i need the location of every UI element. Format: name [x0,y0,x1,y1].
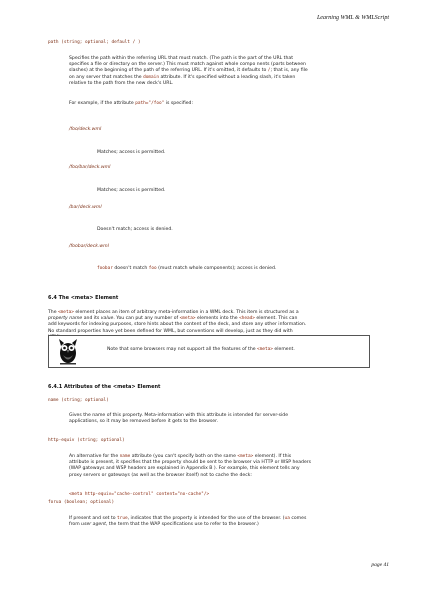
example-result-1: Matches; access is permitted. [97,150,166,155]
path-example-intro: For example, if the attribute path="/foo" is specified: [69,101,194,106]
example-path-3: /bar/deck.wml [69,205,102,210]
name-attribute-term: name (string; optional) [48,398,109,403]
example-path-4: /foobar/deck.wml [69,244,109,249]
path-attribute-term: path (string; optional; default / ) [48,40,141,45]
name-desc-line-2: applications, so it may be removed before it gets to the browser. [69,419,219,425]
section-heading-attributes: 6.4.1 Attributes of the <meta> Element [48,384,161,390]
meta-intro-line-3: add keywords for indexing purposes, store hints about the content of the deck, and store any other information. [48,322,307,328]
http-desc-line-2: attribute is present, it specifies that the property should be sent to the browser via HTTP or WSP headers [69,460,312,466]
note-box [48,335,370,368]
http-desc-line-1: An alternative for the name attribute (you can't specify both on the same <meta> element). If this [69,454,292,459]
http-desc-line-3: (WAP gateways and WSP headers are explained in Appendix B ). For example, this element tells any [69,466,300,472]
forua-desc-line-2: from user agent, the term that the WAP specifications use to refer to the browser.) [69,522,259,528]
running-header: Learning WML & WMLScript [316,15,389,21]
meta-intro-line-4: No standard properties have yet been defined for WML, but conventions will develop, just as they did with [48,328,293,334]
example-path-1: /foo/deck.wml [69,127,102,132]
forua-description [69,516,369,528]
example-result-2: Matches; access is permitted. [97,188,166,193]
meta-intro-line-1: The <meta> element places an item of arbitrary meta-information in a WML deck. This item is structured as a [48,310,299,315]
http-equiv-description [69,454,369,479]
meta-intro-line-2: property name and its value. You can put any number of <meta> elements into the <head> element. This can [48,316,298,322]
example-result-4: foobar doesn't match foo (must match whole components); access is denied. [97,266,277,271]
owl-icon [55,337,81,366]
name-desc-line-1: Gives the name of this property. Meta-information with this attribute is intended for server-side [69,413,289,418]
page-number: page 41 [371,562,389,568]
path-desc-line-2: specifies a file or directory on the server.) This must match against whole compo nents (parts between [69,62,306,68]
example-path-2: /foo/bar/deck.wml [69,165,111,170]
note-text: Note that some browsers may not support all the features of the <meta> element. [107,347,295,352]
example-result-3: Doesn't match; access is denied. [97,227,173,232]
http-equiv-attribute-term: http-equiv (string; optional) [48,438,125,443]
name-attribute-description [69,413,369,425]
path-desc-line-3: slashes) at the beginning of the path of the referring URL. If it's omitted, it defaults to /; that is, any file [69,68,308,74]
section-heading-meta: 6.4 The <meta> Element [48,295,119,301]
http-desc-line-4: proxy servers or gateways (as well as the browser itself) not to cache the deck: [69,472,252,478]
forua-desc-line-1: If present and set to true, indicates that the property is intended for the use of the browser. (ua comes [69,516,307,521]
path-desc-line-5: relative to the path from the new deck's URL. [69,80,174,86]
path-description [69,56,369,87]
path-desc-line-1: Specifies the path within the referring URL that must match. (The path is the part of the URL that [69,56,293,61]
path-desc-line-4: on any server that matches the domain attribute. If it's specified without a leading slash, it's taken [69,74,296,80]
http-equiv-code-example: <meta http-equiv="cache-control" content="no-cache"/> [69,492,210,497]
forua-attribute-term: forua (boolean; optional) [48,500,115,505]
